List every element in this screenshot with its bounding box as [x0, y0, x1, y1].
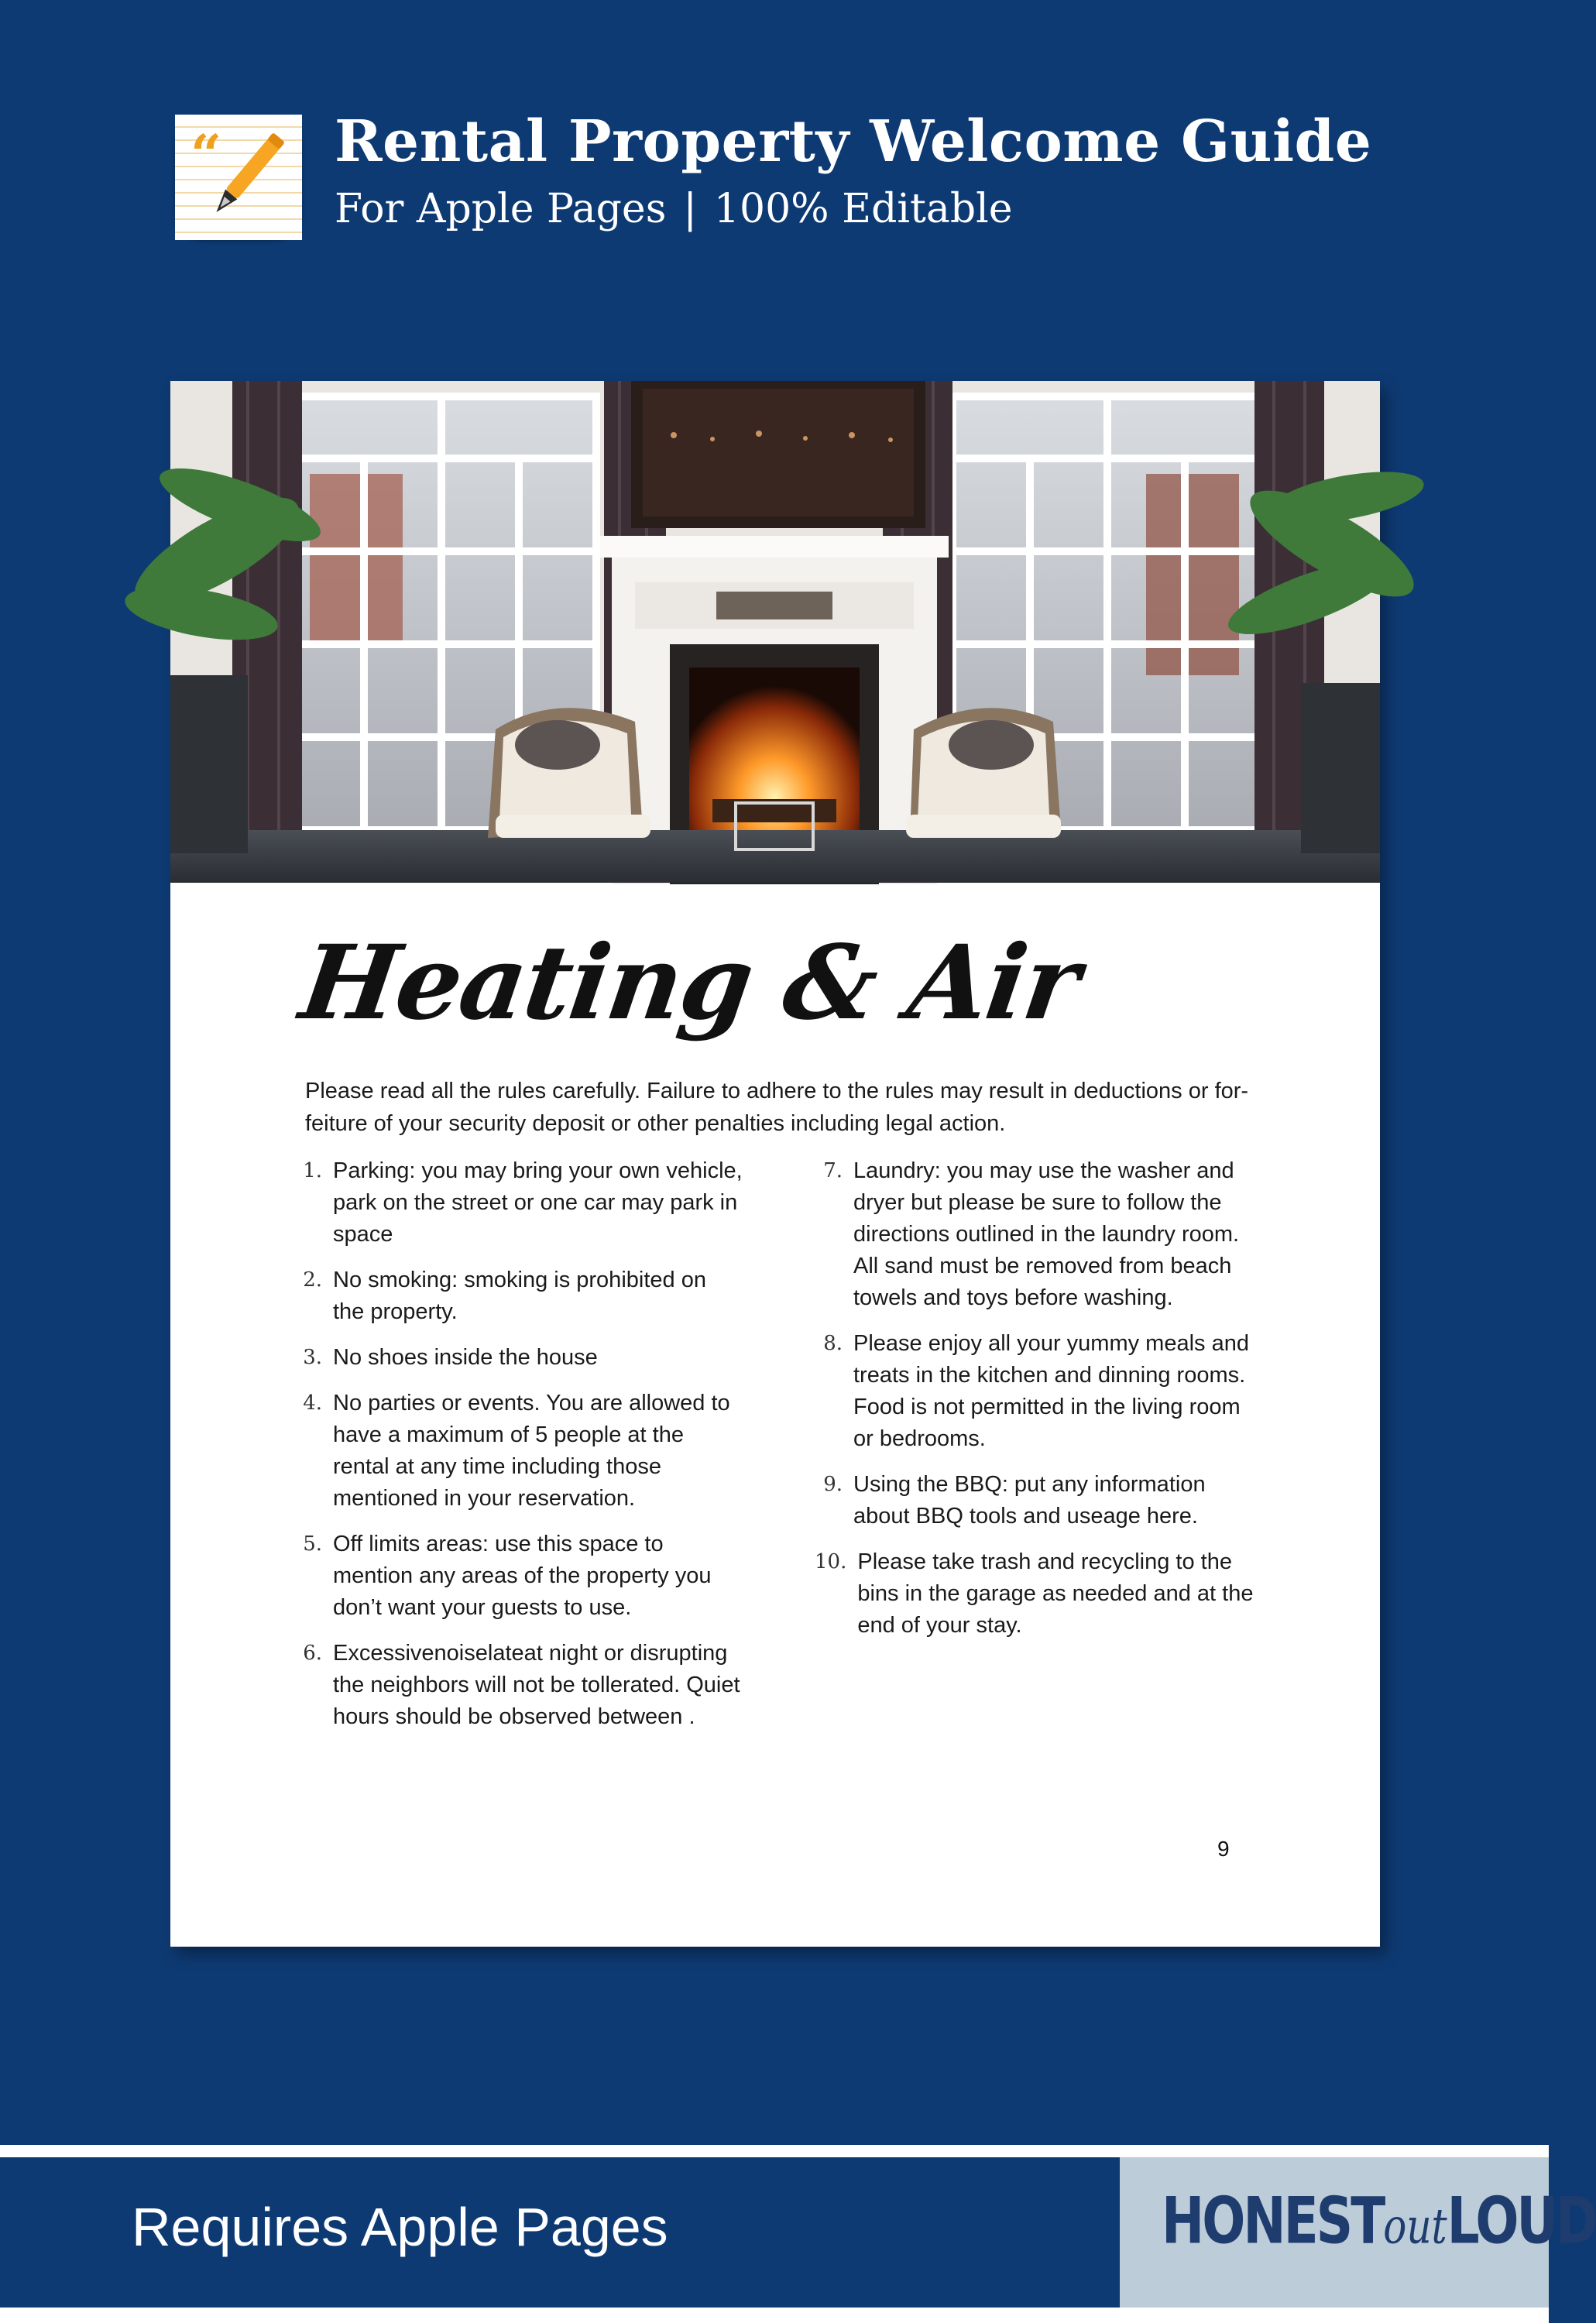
list-item	[815, 1155, 1264, 1314]
brand-part-3: LOUD	[1447, 2184, 1596, 2259]
subtitle-editable: 100% Editable	[713, 186, 1013, 232]
rule-number: 6.	[303, 1642, 322, 1665]
rule-text: Please enjoy all your yummy meals and treats in the kitchen and dinning rooms. Food is not permitted in the living room or bedrooms.	[853, 1331, 1249, 1451]
subtitle-separator: |	[683, 186, 697, 232]
living-room-fireplace-photo	[170, 381, 1380, 883]
list-item	[294, 1529, 743, 1624]
rule-text: Using the BBQ: put any information about BBQ tools and useage here.	[853, 1472, 1206, 1529]
rule-number: 8.	[823, 1332, 843, 1355]
rules-list-right	[815, 1155, 1264, 1656]
intro-paragraph: Please read all the rules carefully. Failure to adhere to the rules may result in deductions or for- feiture of your security deposit or other penalties including legal action.	[305, 1079, 1249, 1136]
list-item	[294, 1638, 743, 1733]
rule-number: 9.	[823, 1473, 843, 1496]
header-subtitle	[335, 186, 1013, 232]
brand-part-2: out	[1383, 2198, 1447, 2255]
rule-number: 3.	[303, 1346, 322, 1369]
list-item	[815, 1328, 1264, 1455]
list-item	[294, 1155, 743, 1251]
bottom-white-band	[0, 2308, 1549, 2323]
rule-text: Excessivenoiselateat night or disrupting the neighbors will not be tollerated. Quiet hours should be observed between .	[333, 1641, 740, 1729]
rule-number: 10.	[815, 1550, 847, 1573]
footer-divider	[0, 2145, 1549, 2157]
rules-list-left	[294, 1155, 743, 1747]
rule-number: 5.	[303, 1532, 322, 1556]
rule-text: No shoes inside the house	[333, 1345, 598, 1370]
brand-part-1: HONEST	[1162, 2184, 1384, 2259]
rule-text: Parking: you may bring your own vehicle, park on the street or one car may park in space	[333, 1158, 743, 1247]
rule-text: Off limits areas: use this space to mention any areas of the property you don’t want your guests to use.	[333, 1532, 712, 1620]
apple-pages-icon	[175, 115, 302, 240]
footer-requirement: Requires Apple Pages	[132, 2197, 668, 2257]
rule-number: 2.	[303, 1268, 322, 1292]
list-item	[294, 1342, 743, 1374]
list-item	[815, 1469, 1264, 1532]
header-title: Rental Property Welcome Guide	[335, 108, 1372, 175]
rule-number: 4.	[303, 1391, 322, 1415]
rule-text: No parties or events. You are allowed to have a maximum of 5 people at the rental at any time including those mentioned in your reservation.	[333, 1391, 730, 1511]
rule-number: 7.	[823, 1159, 843, 1182]
document-page	[170, 381, 1380, 1947]
page-number: 9	[1217, 1837, 1230, 1861]
subtitle-app: For Apple Pages	[335, 186, 667, 232]
rule-text: No smoking: smoking is prohibited on the property.	[333, 1268, 706, 1324]
brand-logo	[1162, 2184, 1596, 2259]
rule-number: 1.	[303, 1159, 322, 1182]
section-title: Heating & Air	[293, 923, 1086, 1043]
list-item	[294, 1264, 743, 1328]
svg-text:“: “	[190, 122, 222, 187]
list-item	[294, 1388, 743, 1515]
list-item	[815, 1546, 1264, 1642]
rule-text: Please take trash and recycling to the bins in the garage as needed and at the end of your stay.	[857, 1549, 1254, 1638]
rule-text: Laundry: you may use the washer and dryer but please be sure to follow the directions outlined in the laundry room. All sand must be removed from beach towels and toys before washing.	[853, 1158, 1240, 1310]
